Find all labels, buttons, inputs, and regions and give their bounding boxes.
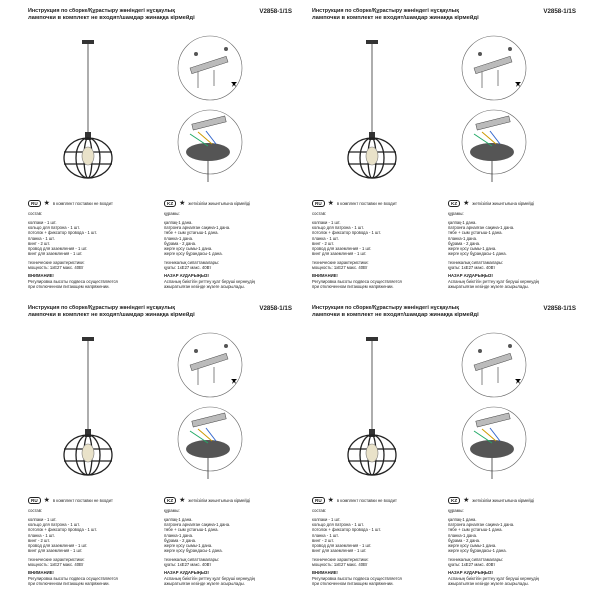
- ru-tech-value: мощность: 1xE27 макс. 40Вт: [28, 265, 84, 271]
- ru-contents-title: состав:: [28, 211, 43, 217]
- ru-item: винт - 2 шт.: [28, 537, 50, 543]
- ru-column: [312, 497, 440, 586]
- kz-tech-value: қуаты: 1xE27 макс. 40Вт: [448, 265, 496, 271]
- kz-item: бұрама - 2 дана.: [164, 240, 197, 246]
- star-icon: ★: [43, 199, 50, 207]
- title-line-2: лампочки в комплект не входят/шамдар жинаққа кірмейді: [312, 312, 479, 318]
- ru-flag-badge: RU: [28, 497, 41, 504]
- kz-attention-line: ажыратылған кезінде жүзеге асырылады.: [164, 283, 245, 289]
- title-line-2: лампочки в комплект не входят/шамдар жинаққа кірмейді: [312, 15, 479, 21]
- kz-item: жерге қосу бұрандасы-1 дана.: [164, 548, 223, 554]
- kz-tech-value: қуаты: 1xE27 макс. 40Вт: [164, 562, 212, 568]
- kz-attention-line: ажыратылған кезінде жүзеге асырылады.: [164, 580, 245, 586]
- pendant-lamp-illustration: [58, 40, 118, 190]
- kz-attention-line: Аспаның биіктігін реттеу қуат беруші кернеудің: [164, 575, 255, 581]
- ru-item: провод для заземления - 1 шт.: [312, 543, 372, 549]
- star-icon: ★: [327, 496, 334, 504]
- ceiling-canopy: [366, 337, 378, 341]
- ru-item: кольцо для патрона - 1 шт.: [28, 522, 80, 527]
- model-code: V2858-1/1S: [259, 8, 292, 15]
- kz-contents-title: құрамы:: [448, 508, 464, 514]
- kz-item: бұрама - 2 дана.: [448, 240, 481, 246]
- kz-flag-badge: KZ: [164, 497, 176, 504]
- pendant-lamp-illustration: [58, 337, 118, 487]
- ru-attention-title: ВНИМАНИЕ!: [312, 570, 338, 576]
- kz-tech-title: техникалық сипаттамалары:: [448, 556, 504, 562]
- title-line-1: Инструкция по сборке/Құрастыру жөніндегі нұсқаулық: [312, 305, 459, 311]
- title-line-1: Инструкция по сборке/Құрастыру жөніндегі нұсқаулық: [28, 305, 175, 311]
- model-code: V2858-1/1S: [543, 8, 576, 15]
- ceiling-canopy: [82, 337, 94, 341]
- ru-attention-line: при отключенном питающем напряжении.: [28, 580, 110, 586]
- star-icon: ★: [179, 199, 186, 207]
- ru-attention-line: при отключенном питающем напряжении.: [28, 283, 110, 289]
- ru-item: кольцо для патрона - 1 шт.: [28, 225, 80, 230]
- kz-item: төбе + сым ұстағыш-1 дана.: [164, 527, 219, 533]
- ru-tech-value: мощность: 1xE27 макс. 40Вт: [312, 562, 368, 568]
- kz-contents-title: құрамы:: [448, 211, 464, 217]
- kz-item: патронға арналған сақина-1 дана.: [448, 225, 515, 230]
- ru-attention-line: Регулировка высоты подвеса осуществляется: [312, 278, 402, 284]
- kz-item: планка-1 дана.: [448, 532, 478, 538]
- ru-item: потолок + фиксатор провода - 1 шт.: [312, 230, 382, 236]
- ru-not-included-note: в комплект поставки не входит: [52, 498, 113, 504]
- ru-item: планка - 1 шт.: [312, 235, 339, 241]
- ru-item: винт для заземления - 1 шт.: [28, 251, 83, 257]
- ru-contents-title: состав:: [312, 508, 327, 514]
- kz-tech-title: техникалық сипаттамалары:: [164, 556, 220, 562]
- light-bulb: [366, 147, 378, 165]
- kz-item: жерге қосу бұрандасы-1 дана.: [164, 251, 223, 257]
- kz-item: планка-1 дана.: [448, 235, 478, 241]
- kz-item: жерге қосу сымы-1 дана.: [448, 543, 497, 549]
- ru-item: винт для заземления - 1 шт.: [28, 548, 83, 554]
- mounting-plate-diagram: [462, 333, 526, 397]
- kz-item: қалпақ-1 дана.: [164, 219, 193, 225]
- ru-not-included-note: в комплект поставки не входит: [336, 201, 397, 207]
- ru-item: колпаки - 1 шт.: [28, 219, 57, 225]
- sheet-top-left: [28, 8, 298, 298]
- ru-attention-line: при отключенном питающем напряжении.: [312, 580, 394, 586]
- ru-tech-title: технические характеристики:: [312, 556, 369, 562]
- ru-flag-badge: RU: [312, 497, 325, 504]
- ru-attention-line: Регулировка высоты подвеса осуществляется: [28, 278, 118, 284]
- ru-item: потолок + фиксатор провода - 1 шт.: [28, 230, 98, 236]
- ru-item: провод для заземления - 1 шт.: [28, 246, 88, 252]
- kz-contents-title: құрамы:: [164, 211, 180, 217]
- pendant-lamp-illustration: [342, 337, 402, 487]
- kz-item: жерге қосу сымы-1 дана.: [164, 543, 213, 549]
- wiring-diagram: [462, 110, 526, 182]
- kz-attention-title: НАЗАР АУДАРЫҢЫЗ!: [448, 273, 493, 279]
- sheet-bottom-right: [312, 305, 582, 595]
- ru-tech-value: мощность: 1xE27 макс. 40Вт: [28, 562, 84, 568]
- ru-attention-line: при отключенном питающем напряжении.: [312, 283, 394, 289]
- kz-column: [448, 497, 576, 586]
- kz-item: жерге қосу сымы-1 дана.: [164, 246, 213, 252]
- model-code: V2858-1/1S: [259, 305, 292, 312]
- kz-tech-title: техникалық сипаттамалары:: [448, 259, 504, 265]
- kz-not-included-note: жеткізілім жиынтығына кірмейді: [472, 201, 535, 207]
- wiring-diagram: [462, 407, 526, 479]
- ru-item: кольцо для патрона - 1 шт.: [312, 225, 364, 230]
- ru-attention-line: Регулировка высоты подвеса осуществляется: [28, 575, 118, 581]
- wiring-diagram: [178, 110, 242, 182]
- light-bulb: [82, 147, 94, 165]
- ru-item: винт для заземления - 1 шт.: [312, 251, 367, 257]
- kz-attention-title: НАЗАР АУДАРЫҢЫЗ!: [164, 273, 209, 279]
- title-line-1: Инструкция по сборке/Құрастыру жөніндегі нұсқаулық: [28, 8, 175, 14]
- mounting-plate-diagram: [178, 36, 242, 100]
- pendant-lamp-illustration: [342, 40, 402, 190]
- kz-flag-badge: KZ: [448, 497, 460, 504]
- ceiling-canopy: [366, 40, 378, 44]
- kz-attention-line: Аспаның биіктігін реттеу қуат беруші кернеудің: [448, 278, 539, 284]
- ru-tech-title: технические характеристики:: [28, 259, 85, 265]
- kz-not-included-note: жеткізілім жиынтығына кірмейді: [188, 201, 251, 207]
- instruction-header: [312, 8, 582, 22]
- ru-item: винт - 2 шт.: [312, 240, 334, 246]
- kz-item: қалпақ-1 дана.: [448, 219, 477, 225]
- ru-attention-line: Регулировка высоты подвеса осуществляется: [312, 575, 402, 581]
- kz-tech-title: техникалық сипаттамалары:: [164, 259, 220, 265]
- kz-item: қалпақ-1 дана.: [164, 516, 193, 522]
- kz-flag-badge: KZ: [164, 200, 176, 207]
- kz-attention-title: НАЗАР АУДАРЫҢЫЗ!: [448, 570, 493, 576]
- light-bulb: [366, 444, 378, 462]
- title-line-2: лампочки в комплект не входят/шамдар жинаққа кірмейді: [28, 15, 195, 21]
- kz-item: жерге қосу сымы-1 дана.: [448, 246, 497, 252]
- ru-not-included-note: в комплект поставки не входит: [52, 201, 113, 207]
- ru-attention-title: ВНИМАНИЕ!: [28, 570, 54, 576]
- kz-column: [448, 200, 576, 289]
- kz-attention-line: Аспаның биіктігін реттеу қуат беруші кернеудің: [448, 575, 539, 581]
- kz-flag-badge: KZ: [448, 200, 460, 207]
- kz-not-included-note: жеткізілім жиынтығына кірмейді: [472, 498, 535, 504]
- ru-item: винт для заземления - 1 шт.: [312, 548, 367, 554]
- kz-item: жерге қосу бұрандасы-1 дана.: [448, 251, 507, 257]
- ru-tech-title: технические характеристики:: [28, 556, 85, 562]
- kz-attention-title: НАЗАР АУДАРЫҢЫЗ!: [164, 570, 209, 576]
- assembly-diagrams: [452, 331, 536, 481]
- star-icon: ★: [327, 199, 334, 207]
- light-bulb: [82, 444, 94, 462]
- kz-contents-title: құрамы:: [164, 508, 180, 514]
- ru-column: [312, 200, 440, 289]
- kz-item: патронға арналған сақина-1 дана.: [164, 522, 231, 527]
- ru-item: провод для заземления - 1 шт.: [312, 246, 372, 252]
- kz-tech-value: қуаты: 1xE27 макс. 40Вт: [164, 265, 212, 271]
- ru-contents-title: состав:: [312, 211, 327, 217]
- sheet-bottom-left: [28, 305, 298, 595]
- kz-item: бұрама - 2 дана.: [164, 537, 197, 543]
- ru-flag-badge: RU: [312, 200, 325, 207]
- title-line-1: Инструкция по сборке/Құрастыру жөніндегі нұсқаулық: [312, 8, 459, 14]
- assembly-diagrams: [452, 34, 536, 184]
- sheet-top-right: [312, 8, 582, 298]
- kz-item: төбе + сым ұстағыш-1 дана.: [448, 527, 503, 533]
- kz-tech-value: қуаты: 1xE27 макс. 40Вт: [448, 562, 496, 568]
- ru-item: потолок + фиксатор провода - 1 шт.: [28, 527, 98, 533]
- ru-item: планка - 1 шт.: [312, 532, 339, 538]
- ru-item: планка - 1 шт.: [28, 235, 55, 241]
- mounting-plate-diagram: [178, 333, 242, 397]
- star-icon: ★: [179, 496, 186, 504]
- ru-item: колпаки - 1 шт.: [312, 219, 341, 225]
- wiring-diagram: [178, 407, 242, 479]
- kz-item: планка-1 дана.: [164, 532, 194, 538]
- kz-item: жерге қосу бұрандасы-1 дана.: [448, 548, 507, 554]
- ru-item: колпаки - 1 шт.: [28, 516, 57, 522]
- model-code: V2858-1/1S: [543, 305, 576, 312]
- ru-item: кольцо для патрона - 1 шт.: [312, 522, 364, 527]
- ru-item: винт - 2 шт.: [28, 240, 50, 246]
- assembly-diagrams: [168, 34, 252, 184]
- kz-column: [164, 200, 292, 289]
- ru-column: [28, 497, 156, 586]
- kz-attention-line: ажыратылған кезінде жүзеге асырылады.: [448, 580, 529, 586]
- ru-item: колпаки - 1 шт.: [312, 516, 341, 522]
- kz-item: патронға арналған сақина-1 дана.: [448, 522, 515, 527]
- ru-item: планка - 1 шт.: [28, 532, 55, 538]
- ru-not-included-note: в комплект поставки не входит: [336, 498, 397, 504]
- ru-flag-badge: RU: [28, 200, 41, 207]
- ru-item: провод для заземления - 1 шт.: [28, 543, 88, 549]
- kz-column: [164, 497, 292, 586]
- kz-item: бұрама - 2 дана.: [448, 537, 481, 543]
- instruction-header: [28, 8, 298, 22]
- ru-item: потолок + фиксатор провода - 1 шт.: [312, 527, 382, 533]
- title-line-2: лампочки в комплект не входят/шамдар жинаққа кірмейді: [28, 312, 195, 318]
- ru-attention-title: ВНИМАНИЕ!: [28, 273, 54, 279]
- kz-item: қалпақ-1 дана.: [448, 516, 477, 522]
- ru-column: [28, 200, 156, 289]
- ceiling-canopy: [82, 40, 94, 44]
- kz-item: төбе + сым ұстағыш-1 дана.: [448, 230, 503, 236]
- ru-tech-title: технические характеристики:: [312, 259, 369, 265]
- kz-item: төбе + сым ұстағыш-1 дана.: [164, 230, 219, 236]
- kz-item: планка-1 дана.: [164, 235, 194, 241]
- instruction-header: [312, 305, 582, 319]
- ru-tech-value: мощность: 1xE27 макс. 40Вт: [312, 265, 368, 271]
- instruction-header: [28, 305, 298, 319]
- ru-attention-title: ВНИМАНИЕ!: [312, 273, 338, 279]
- ru-item: винт - 2 шт.: [312, 537, 334, 543]
- star-icon: ★: [463, 199, 470, 207]
- ru-contents-title: состав:: [28, 508, 43, 514]
- assembly-diagrams: [168, 331, 252, 481]
- star-icon: ★: [43, 496, 50, 504]
- star-icon: ★: [463, 496, 470, 504]
- kz-item: патронға арналған сақина-1 дана.: [164, 225, 231, 230]
- kz-attention-line: Аспаның биіктігін реттеу қуат беруші кернеудің: [164, 278, 255, 284]
- kz-attention-line: ажыратылған кезінде жүзеге асырылады.: [448, 283, 529, 289]
- mounting-plate-diagram: [462, 36, 526, 100]
- kz-not-included-note: жеткізілім жиынтығына кірмейді: [188, 498, 251, 504]
